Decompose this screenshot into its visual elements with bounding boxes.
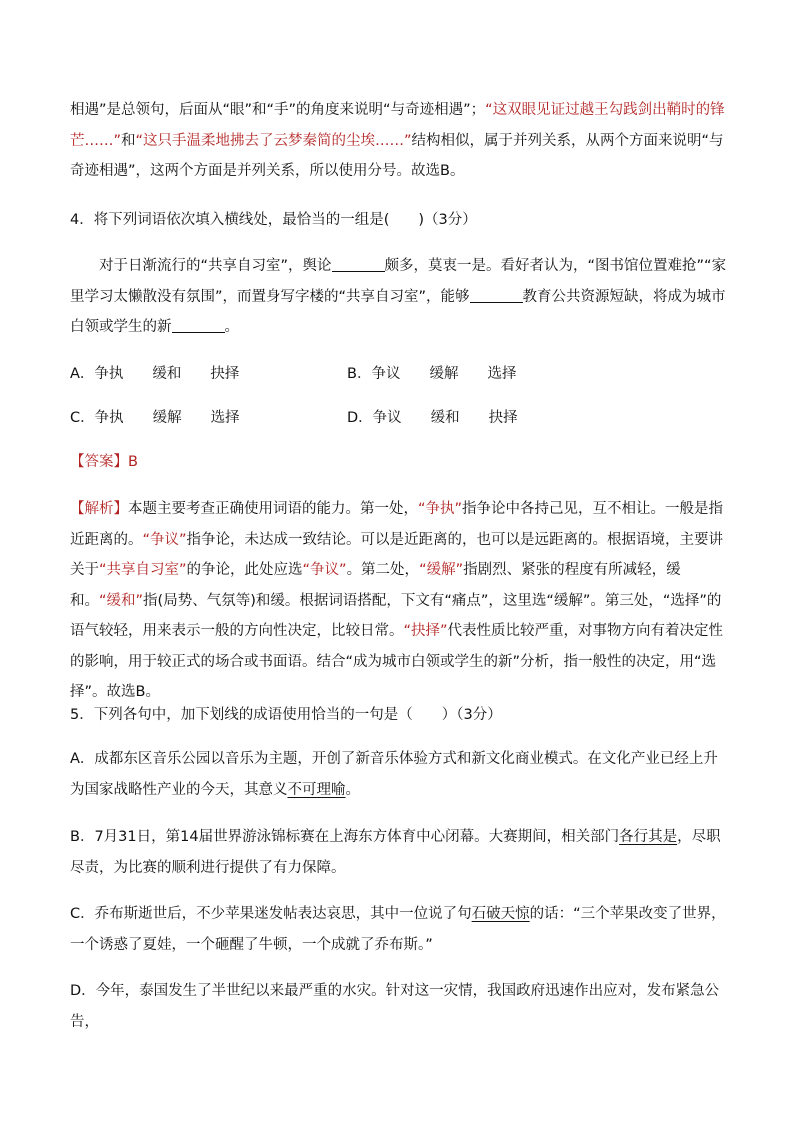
option-b: B．争议 缓解 选择 bbox=[347, 366, 517, 382]
analysis-text: 和 bbox=[121, 132, 136, 149]
analysis-text: 相遇”是总领句，后面从“眼”和“手”的角度来说明“与奇迹相遇”； bbox=[70, 102, 486, 118]
answer-label: 【答案】 bbox=[70, 454, 128, 470]
highlighted-term: “争议” bbox=[302, 562, 347, 578]
answer-line bbox=[70, 450, 138, 474]
previous-analysis-paragraph bbox=[70, 95, 730, 187]
option-text: B．7月31日，第14届世界游泳锦标赛在上海东方体育中心闭幕。大赛期间，相关部门 bbox=[70, 829, 620, 845]
blank-2 bbox=[470, 287, 523, 303]
analysis-text: 指争论中各持己见，互不相让。一般是指近距离的。 bbox=[70, 501, 724, 548]
analysis-text: 结构相似，属于并列关系，从两个方面来说明“与奇迹相遇”，这两个方面是并列关系，所以使用分号。故选B。 bbox=[70, 132, 724, 179]
option-text: 。 bbox=[345, 781, 360, 798]
analysis-text: 。第二处， bbox=[346, 562, 420, 578]
underlined-idiom: 不可理喻 bbox=[287, 781, 346, 798]
question-4-passage bbox=[70, 251, 730, 343]
question-5-option-a bbox=[70, 744, 730, 805]
option-text: D．今年，泰国发生了半世纪以来最严重的水灾。针对这一灾情，我国政府迅速作出应对，发布紧急公告， bbox=[70, 983, 720, 1030]
highlighted-term: “共享自习室” bbox=[99, 562, 187, 578]
quoted-sentence-2: “这只手温柔地拂去了云梦秦简的尘埃……” bbox=[135, 132, 412, 149]
blank-1 bbox=[332, 257, 385, 273]
analysis-text: 指争论，未达成一致结论。可以是近距离的，也可以是远距离的。根据语境，主要讲关于 bbox=[70, 531, 724, 578]
answer-value: B bbox=[128, 454, 138, 470]
analysis-text: 指剧烈、紧张的程度有所减轻，缓和。 bbox=[70, 562, 681, 609]
analysis-text: 本题主要考查正确使用词语的能力。第一处， bbox=[128, 501, 418, 517]
analysis-label: 【解析】 bbox=[70, 501, 128, 517]
underlined-idiom: 各行其是 bbox=[619, 829, 678, 845]
highlighted-term: “争议” bbox=[142, 531, 187, 548]
highlighted-term: “抉择” bbox=[403, 623, 448, 639]
question-4-stem: 4．将下列词语依次填入横线处，最恰当的一组是( )（3分） bbox=[70, 212, 477, 228]
option-a: A．争执 缓和 抉择 bbox=[70, 366, 240, 382]
analysis-text: 的争论，此处应选 bbox=[186, 562, 303, 578]
question-5-option-b bbox=[70, 822, 730, 883]
blank-3 bbox=[172, 318, 225, 334]
analysis-text: 代表性质比较严重，对事物方向有着决定性的影响，用于较正式的场合或书面语。结合“成为城市白领或学生的新”分析，指一般性的决定，用“选择”。故选B。 bbox=[70, 623, 724, 700]
option-text: C．乔布斯逝世后，不少苹果迷发帖表达哀思，其中一位说了句 bbox=[70, 906, 472, 922]
question-5-option-d bbox=[70, 976, 730, 1037]
highlighted-term: “缓解” bbox=[419, 562, 464, 578]
highlighted-term: “缓和” bbox=[99, 592, 144, 609]
question-5-option-c bbox=[70, 899, 730, 960]
quoted-sentence-1: “这双眼见证过越王勾践剑出鞘时的锋芒……” bbox=[70, 102, 725, 149]
option-d: D．争议 缓和 抉择 bbox=[347, 410, 518, 426]
underlined-idiom: 石破天惊 bbox=[471, 906, 530, 922]
option-c: C．争执 缓解 选择 bbox=[70, 410, 240, 426]
passage-text: 。 bbox=[224, 319, 239, 335]
question-5-stem: 5．下列各句中，加下划线的成语使用恰当的一句是（ ）（3分） bbox=[70, 707, 502, 723]
question-4-analysis bbox=[70, 494, 730, 708]
passage-text: 教育公共资源短缺，将成为城市白领或学生的新 bbox=[70, 288, 726, 335]
highlighted-term: “争执” bbox=[418, 501, 463, 517]
passage-text: 颇多，莫衷一是。看好者认为，“图书馆位置难抢”“家里学习太懒散没有氛围”，而置身写字楼的“共享自习室”，能够 bbox=[70, 258, 727, 305]
option-text: 的话：“三个苹果改变了世界，一个诱惑了夏娃，一个砸醒了牛顿，一个成就了乔布斯。” bbox=[70, 906, 726, 953]
analysis-text: 指(局势、气氛等)和缓。根据词语搭配，下文有“痛点”，这里选“缓解”。第三处，“选择”的语气较轻，用来表示一般的方向性决定，比较日常。 bbox=[70, 592, 722, 639]
option-text: ，尽职尽责，为比赛的顺利进行提供了有力保障。 bbox=[70, 829, 721, 876]
passage-text: 对于日渐流行的“共享自习室”，舆论 bbox=[99, 258, 332, 274]
option-text: A．成都东区音乐公园以音乐为主题，开创了新音乐体验方式和新文化商业模式。在文化产业已经上升为国家战略性产业的今天，其意义 bbox=[70, 751, 718, 798]
